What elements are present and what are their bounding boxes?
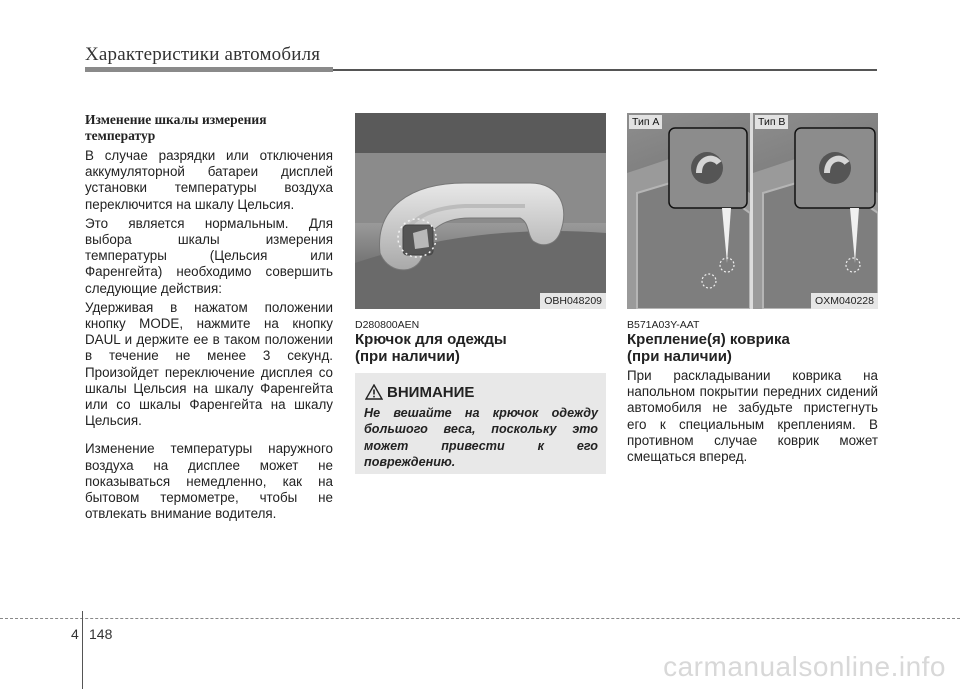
page-header-title: Характеристики автомобиля bbox=[85, 44, 321, 65]
type-b-label: Тип В bbox=[755, 115, 788, 129]
chapter-number: 4 bbox=[71, 626, 79, 642]
caution-heading: ВНИМАНИЕ bbox=[387, 384, 475, 401]
coat-hook-illustration bbox=[355, 113, 606, 309]
page-number: 148 bbox=[89, 626, 113, 642]
paragraph-floor-mat: При раскладывании коврика на напольном покрытии передних сидений автомобиля не забудьте пристегнуть его к специальным креплениям. В противном случае коврик может смещаться вперед. bbox=[627, 368, 878, 465]
header-rule-thick bbox=[85, 67, 333, 72]
caution-text: Не вешайте на крючок одежду большого веса, поскольку это может привести к его повреждению. bbox=[364, 406, 598, 469]
floor-mat-figure bbox=[627, 113, 878, 309]
coat-hook-figure bbox=[355, 113, 606, 309]
floor-mat-type-b-illustration bbox=[753, 113, 878, 309]
header-rule-thin bbox=[333, 69, 877, 71]
floor-mat-type-b-panel bbox=[753, 113, 878, 309]
floor-mat-type-a-illustration bbox=[627, 113, 750, 309]
type-a-label: Тип А bbox=[629, 115, 662, 129]
coat-hook-section-code: D280800AEN bbox=[355, 319, 420, 331]
paragraph-normal: Это является нормальным. Для выбора шкалы измерения температуры (Цельсия или Фаренгейта) необходимо совершить следующие действия: bbox=[85, 215, 333, 296]
paragraph-mode-button: Удерживая в нажатом положении кнопку MODE, нажмите на кнопку DAUL и держите ее в таком положении в течение не менее 3 секунд. Произойдет переключение дисплея со шкалы Цельсия на шкалу Фаренгейта или со шкалы Фаренгейта на шкалу Цельсия. bbox=[85, 299, 333, 429]
column-floor-mat bbox=[627, 368, 878, 468]
paragraph-outside-temp: Изменение температуры наружного воздуха на дисплее может не показываться немедленно, как на бытовом термометре, чтобы не отвлекать внимание водителя. bbox=[85, 441, 333, 522]
floor-mat-title-line2: (при наличии) bbox=[627, 348, 732, 365]
floor-mat-type-a-panel bbox=[627, 113, 750, 309]
coat-hook-title-line2: (при наличии) bbox=[355, 348, 460, 365]
floor-mat-title-line1: Крепление(я) коврика bbox=[627, 331, 790, 348]
temperature-scale-subheading: Изменение шкалы измерения температур bbox=[85, 112, 267, 143]
footer-vertical-rule bbox=[82, 611, 83, 689]
floor-mat-section-code: B571A03Y-AAT bbox=[627, 319, 700, 331]
caution-box bbox=[355, 373, 606, 474]
column-temperature-scale bbox=[85, 112, 333, 525]
site-watermark: carmanualsonline.info bbox=[663, 651, 946, 682]
paragraph-battery: В случае разрядки или отключения аккумуляторной батареи дисплей установки температуры воздуха переключится на шкалу Цельсия. bbox=[85, 148, 333, 212]
floor-mat-figure-caption: OXM040228 bbox=[811, 293, 878, 309]
coat-hook-figure-caption: OBH048209 bbox=[540, 293, 606, 309]
warning-triangle-icon bbox=[365, 384, 383, 400]
footer-dashed-rule bbox=[0, 618, 960, 619]
coat-hook-title-line1: Крючок для одежды bbox=[355, 331, 507, 348]
